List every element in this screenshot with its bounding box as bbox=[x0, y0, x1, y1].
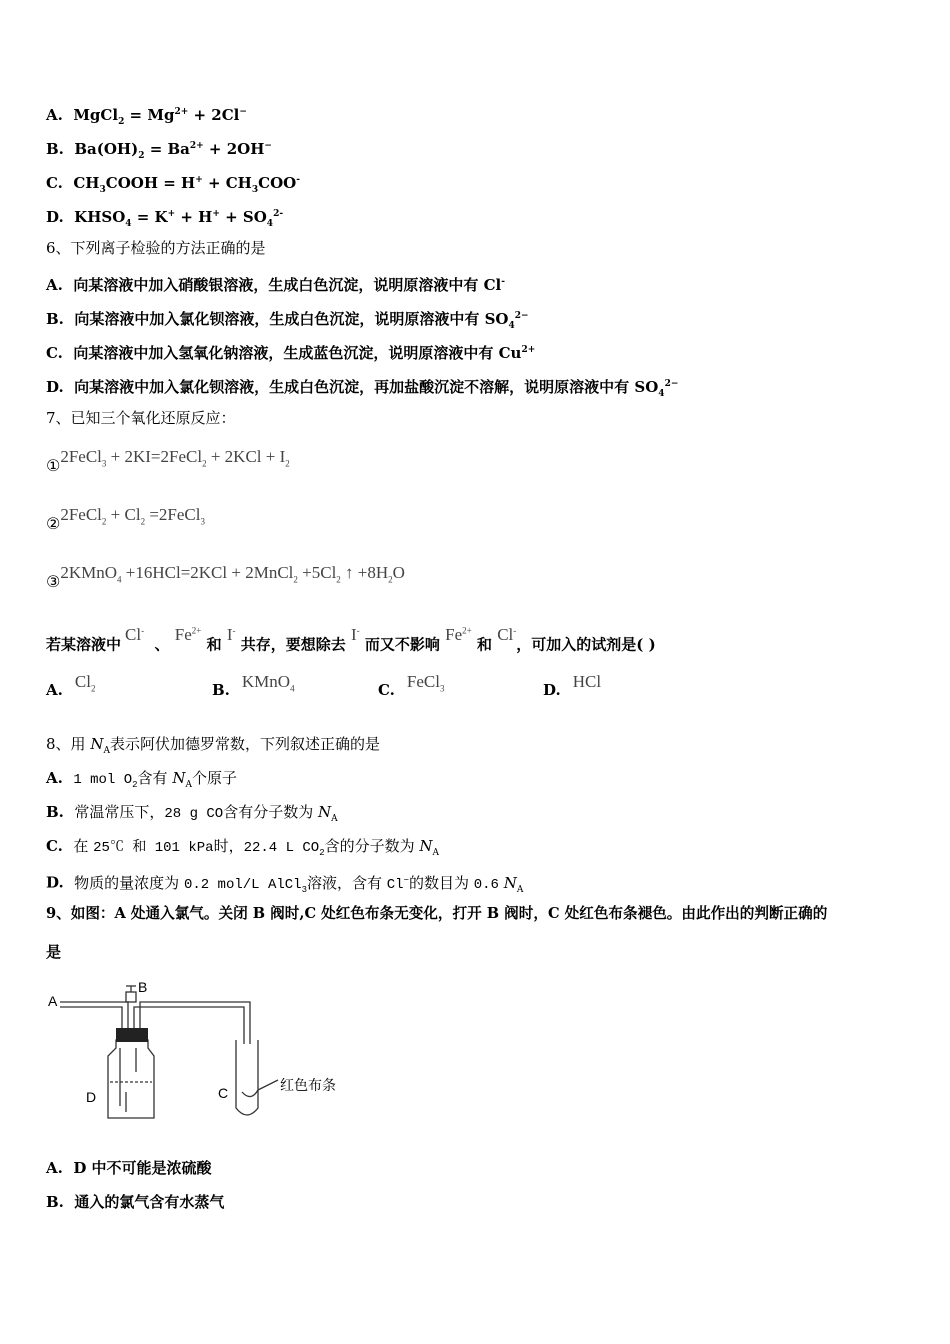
question-text: 而又不影响 bbox=[364, 635, 440, 654]
q8-option-d bbox=[46, 870, 523, 900]
leader-line bbox=[258, 1080, 278, 1090]
ion-fe: $Fe^{2+}$ bbox=[445, 624, 472, 644]
gas-bottle-d bbox=[108, 1040, 154, 1118]
q9-option-a bbox=[46, 1158, 212, 1178]
ion: $SO_4^{2-}$ bbox=[484, 310, 529, 331]
option-label: A. bbox=[46, 681, 63, 699]
reaction-equation: 2FeCl$_2$ + $Cl_2$ =2FeCl$_3$ bbox=[60, 505, 205, 527]
option-label: C. bbox=[46, 837, 63, 855]
option-label: D. bbox=[543, 681, 561, 699]
label-d: D bbox=[86, 1089, 97, 1105]
question-text: 共存，要想除去 bbox=[240, 635, 346, 654]
q9-stem-line1: 9、如图：A 处通入氯气。关闭 B 阀时,C 处红色布条无变化，打开 B 阀时，C 处红色布条褪色。由此作出的判断正确的 bbox=[46, 905, 828, 922]
q8-option-c bbox=[46, 836, 439, 863]
option-label: B. bbox=[46, 140, 64, 158]
q8-option-b bbox=[46, 802, 338, 829]
option-label: D. bbox=[46, 378, 64, 396]
option-label: B. bbox=[212, 681, 230, 699]
ion-i: I- bbox=[351, 624, 360, 644]
apparatus-figure bbox=[46, 982, 366, 1122]
inlet-pipe-inner bbox=[60, 1007, 122, 1042]
q8-option-a bbox=[46, 768, 237, 795]
q7-reaction-1 bbox=[46, 447, 290, 482]
question-text: 和 bbox=[206, 635, 222, 654]
option-text: 向某溶液中加入氯化钡溶液，生成白色沉淀，说明原溶液中有 bbox=[74, 310, 485, 328]
option-text: 向某溶液中加入氯化钡溶液，生成白色沉淀，再加盐酸沉淀不溶解，说明原溶液中有 bbox=[74, 378, 635, 396]
question-text: 若某溶液中 bbox=[46, 635, 122, 654]
reagent: KMnO$_4$ bbox=[241, 672, 295, 694]
reaction-number: ① bbox=[46, 456, 61, 475]
q7-option-d bbox=[543, 672, 602, 700]
option-label: A. bbox=[46, 1159, 63, 1177]
option-label: A. bbox=[46, 769, 63, 787]
q9-stem-line2: 是 bbox=[46, 943, 62, 961]
q5-option-b bbox=[46, 136, 272, 166]
q6-option-b bbox=[46, 306, 529, 336]
label-a: A bbox=[48, 993, 58, 1009]
ion: $Cu^{2+}$ bbox=[498, 344, 536, 362]
q5-option-c bbox=[46, 170, 300, 200]
q7-reaction-2 bbox=[46, 505, 205, 540]
q6-stem: 6、下列离子检验的方法正确的是 bbox=[46, 239, 266, 257]
q6-option-d bbox=[46, 374, 678, 404]
equation: $Ba(OH)_2 = Ba^{2+} + 2OH^-$ bbox=[74, 140, 272, 161]
equation: $KHSO_4 = K^+ + H^+ + SO_4^{2-}$ bbox=[74, 208, 284, 229]
ion-cl: Cl- bbox=[125, 624, 145, 644]
option-text: 通入的氯气含有水蒸气 bbox=[74, 1193, 225, 1211]
reaction-number: ② bbox=[46, 514, 61, 533]
option-text: 向某溶液中加入氢氧化钠溶液，生成蓝色沉淀，说明原溶液中有 bbox=[73, 344, 499, 362]
option-text: 向某溶液中加入硝酸银溶液，生成白色沉淀，说明原溶液中有 bbox=[73, 276, 484, 294]
option-label: B. bbox=[46, 1193, 64, 1211]
q7-stem: 7、已知三个氧化还原反应： bbox=[46, 409, 236, 427]
q7-question bbox=[46, 624, 656, 655]
q5-option-a bbox=[46, 102, 247, 132]
q7-option-c bbox=[378, 672, 445, 701]
option-label: B. bbox=[46, 803, 64, 821]
reagent: $Cl_2$ bbox=[74, 672, 96, 694]
q6-option-a bbox=[46, 272, 505, 295]
outlet-pipe-inner bbox=[140, 1002, 250, 1044]
q7-reaction-3 bbox=[46, 563, 405, 598]
label-red-cloth: 红色布条 bbox=[280, 1078, 336, 1094]
ion-fe: $Fe^{2+}$ bbox=[174, 624, 202, 644]
option-text: 物质的量浓度为 0.2 mol/L AlCl$_3$溶液，含有 Cl−的数目为 0.6 $N_A$ bbox=[74, 873, 524, 895]
test-tube-c bbox=[236, 1040, 258, 1115]
red-cloth-strip bbox=[242, 1090, 258, 1097]
equation: $CH_3COOH = H^+ + CH_3COO^-$ bbox=[73, 174, 300, 195]
q9-option-b bbox=[46, 1192, 224, 1212]
option-label: C. bbox=[378, 681, 395, 699]
option-label: A. bbox=[46, 106, 63, 124]
q6-option-c bbox=[46, 340, 535, 363]
reaction-equation: 2KMnO$_4$ +16HCl=2KCl + 2MnCl$_2$ $+5Cl_2$ ↑ $+8H_2O$ bbox=[60, 563, 405, 585]
option-label: A. bbox=[46, 276, 63, 294]
ion-i: I- bbox=[226, 624, 236, 644]
option-text: 1 mol $O_2$含有 $N_A$个原子 bbox=[73, 769, 237, 790]
option-label: D. bbox=[46, 208, 64, 226]
q5-option-d bbox=[46, 204, 283, 234]
separator: 、 bbox=[154, 635, 170, 654]
option-label: D. bbox=[46, 873, 64, 892]
option-text: D 中不可能是浓硫酸 bbox=[73, 1159, 212, 1177]
reaction-number: ③ bbox=[46, 572, 61, 591]
stopper bbox=[116, 1028, 148, 1042]
question-text: 和 bbox=[476, 635, 492, 654]
outlet-pipe bbox=[134, 1007, 244, 1044]
q8-stem: 8、用 $N_A$表示阿伏加德罗常数，下列叙述正确的是 bbox=[46, 735, 380, 756]
valve-b bbox=[126, 992, 136, 1002]
question-text: ，可加入的试剂是( ) bbox=[516, 635, 656, 654]
option-text: 在 25℃ 和 101 kPa时，22.4 L $CO_2$含的分子数为 $N_A$ bbox=[73, 837, 440, 858]
ion: $SO_4^{2-}$ bbox=[634, 378, 679, 399]
ion: Cl- bbox=[483, 276, 505, 294]
option-label: C. bbox=[46, 344, 63, 362]
label-b: B bbox=[138, 982, 148, 995]
ion-cl: Cl- bbox=[497, 624, 517, 644]
q7-option-b bbox=[212, 672, 295, 701]
equation: MgCl$_2$ = $Mg^{2+} + 2Cl^-$ bbox=[73, 106, 247, 127]
option-label: B. bbox=[46, 310, 64, 328]
reagent: HCl bbox=[572, 672, 602, 691]
option-label: C. bbox=[46, 174, 63, 192]
label-c: C bbox=[218, 1085, 229, 1101]
option-text: 常温常压下，28 g CO含有分子数为 $N_A$ bbox=[74, 803, 338, 824]
q7-option-a bbox=[46, 672, 96, 701]
reaction-equation: 2FeCl$_3$ + 2KI=2FeCl$_2$ + $2KCl + I_2$ bbox=[60, 447, 290, 469]
reagent: FeCl$_3$ bbox=[406, 672, 445, 694]
